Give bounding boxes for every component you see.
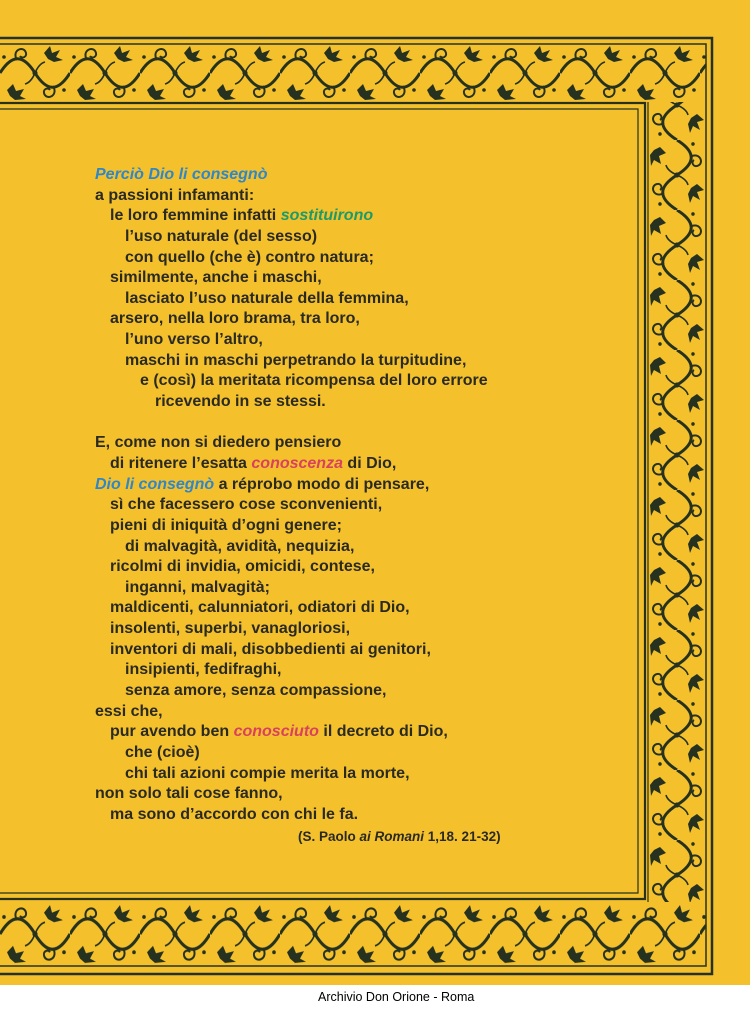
poem-line (0, 619, 488, 640)
line-text: l’uso naturale (del sesso) (125, 227, 318, 245)
line-text: che (cioè) (125, 743, 200, 761)
line-text: con quello (che è) contro natura; (125, 248, 374, 266)
poem-line (0, 495, 488, 516)
poem-line (0, 227, 488, 248)
poem-line (0, 805, 488, 826)
poem-line (0, 578, 488, 599)
line-text: di ritenere l’esatta (110, 454, 252, 472)
poem-line (0, 722, 488, 743)
highlight-phrase: Perciò Dio li consegnò (95, 166, 268, 183)
line-text: pieni di iniquità d’ogni genere; (110, 516, 342, 534)
poem-line (0, 248, 488, 269)
line-text: similmente, anche i maschi, (110, 269, 322, 287)
line-text: essi che, (95, 702, 163, 720)
line-text: ma sono d’accordo con chi le fa. (110, 805, 359, 823)
bible-citation (298, 829, 501, 844)
poem-line (0, 640, 488, 661)
line-text: senza amore, senza compassione, (125, 682, 387, 700)
poem-line (0, 351, 488, 372)
poem-line (0, 309, 488, 330)
poem-line (0, 186, 488, 207)
highlight-word: conosciuto (233, 723, 319, 741)
highlight-word: sostituirono (280, 207, 374, 225)
poem-line (0, 743, 488, 764)
poem-line (0, 392, 488, 413)
citation-text: (S. Paolo (298, 829, 360, 844)
poem-text (0, 165, 488, 826)
line-text: arsero, nella loro brama, tra loro, (110, 310, 360, 328)
line-text: maldicenti, calunniatori, odiatori di Dio, (110, 599, 410, 617)
line-text: sì che facessero cose sconvenienti, (110, 496, 383, 514)
citation-book: ai Romani (359, 829, 425, 844)
poem-line (0, 702, 488, 723)
line-text: insipienti, fedifraghi, (125, 661, 282, 679)
poem-line (0, 598, 488, 619)
poem-line (0, 681, 488, 702)
citation-text: 1,18. 21-32) (424, 829, 501, 844)
poem-line (0, 165, 488, 186)
poem-line (0, 764, 488, 785)
poem-line (0, 371, 488, 392)
archive-label: Archivio Don Orione - Roma (318, 990, 475, 1004)
line-text: l’uno verso l’altro, (125, 331, 263, 349)
poem-line (0, 454, 488, 475)
poem-line (0, 784, 488, 805)
line-text: a passioni infamanti: (95, 186, 255, 204)
line-text: di Dio, (342, 454, 397, 472)
line-text: a réprobo modo di pensare, (214, 475, 430, 493)
line-text: il decreto di Dio, (318, 723, 448, 741)
poem-line (0, 475, 488, 496)
line-text: lasciato l’uso naturale della femmina, (125, 289, 409, 307)
line-text: di malvagità, avidità, nequizia, (125, 537, 355, 555)
stanza-gap (0, 413, 488, 434)
line-text: e (così) la meritata ricompensa del loro errore (140, 372, 488, 390)
line-text: non solo tali cose fanno, (95, 785, 283, 803)
poem-line (0, 268, 488, 289)
highlight-word: conoscenza (251, 454, 343, 472)
poem-line (0, 660, 488, 681)
poem-line (0, 206, 488, 227)
line-text: inganni, malvagità; (125, 578, 270, 596)
line-text: maschi in maschi perpetrando la turpitudine, (125, 351, 467, 369)
poem-line (0, 537, 488, 558)
poem-line (0, 330, 488, 351)
line-text: ricevendo in se stessi. (155, 393, 326, 411)
highlight-phrase: Dio li consegnò (95, 475, 215, 493)
poem-line (0, 433, 488, 454)
line-text: E, come non si diedero pensiero (95, 434, 342, 452)
line-text: insolenti, superbi, vanagloriosi, (110, 620, 351, 638)
line-text: pur avendo ben (110, 723, 234, 741)
poem-line (0, 289, 488, 310)
line-text: inventori di mali, disobbedienti ai genitori, (110, 640, 431, 658)
poem-line (0, 557, 488, 578)
poem-line (0, 516, 488, 537)
line-text: le loro femmine infatti (110, 207, 281, 225)
line-text: ricolmi di invidia, omicidi, contese, (110, 558, 375, 576)
archive-footer (0, 985, 750, 1009)
line-text: chi tali azioni compie merita la morte, (125, 764, 410, 782)
